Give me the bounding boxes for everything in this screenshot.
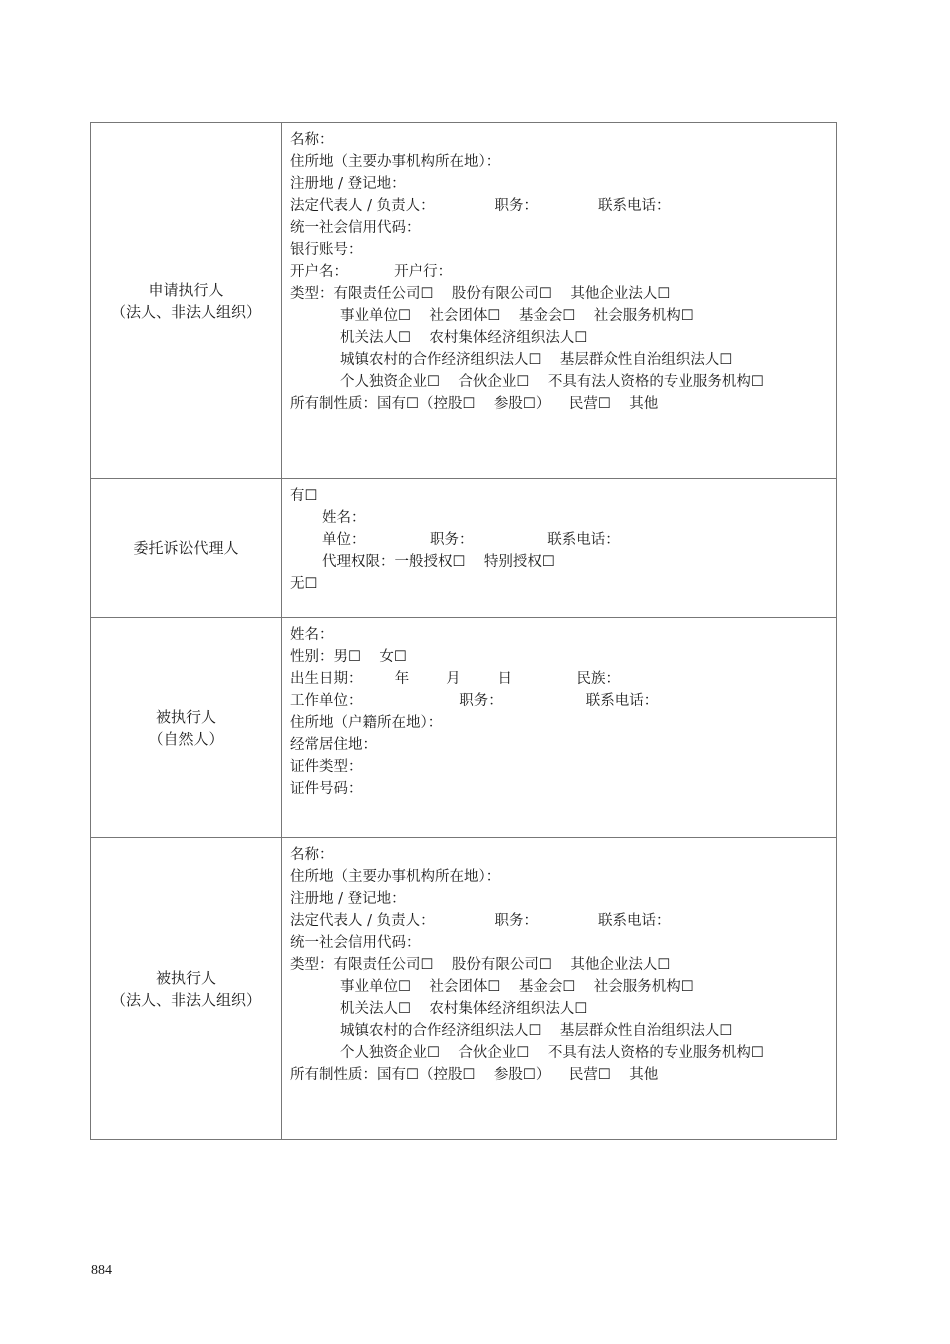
agent-label	[91, 479, 282, 618]
domicile-line: 住所地（户籍所在地）：	[290, 715, 443, 731]
respondent-organization-label	[91, 838, 282, 1140]
agent-unit-line: 单位： 职务： 联系电话：	[322, 532, 620, 548]
account-name-line: 开户名： 开户行：	[290, 264, 453, 280]
applicant-organization-content	[282, 123, 837, 479]
domicile-line: 住所地（主要办事机构所在地）：	[290, 869, 501, 885]
respondent-person-row	[91, 618, 837, 838]
id-number-line: 证件号码：	[290, 781, 363, 797]
label-line: （自然人）	[148, 729, 224, 748]
legal-rep-line: 法定代表人 / 负责人： 职务： 联系电话：	[290, 198, 671, 214]
agent-row	[91, 479, 837, 618]
respondent-person-content	[282, 618, 837, 838]
agent-content	[282, 479, 837, 618]
type-line: 类型：有限责任公司☐ 股份有限公司☐ 其他企业法人☐	[290, 957, 671, 973]
applicant-organization-label	[91, 123, 282, 479]
credit-code-line: 统一社会信用代码：	[290, 220, 421, 236]
name-line: 名称：	[290, 132, 334, 148]
label-line: 被执行人	[155, 707, 216, 726]
registration-line: 注册地 / 登记地：	[290, 891, 406, 907]
type-options-line: 机关法人☐ 农村集体经济组织法人☐	[340, 330, 588, 346]
respondent-organization-content	[282, 838, 837, 1140]
page-number: 884	[91, 1263, 112, 1278]
credit-code-line: 统一社会信用代码：	[290, 935, 421, 951]
work-unit-line: 工作单位： 职务： 联系电话：	[290, 693, 659, 709]
legal-rep-line: 法定代表人 / 负责人： 职务： 联系电话：	[290, 913, 671, 929]
agent-authority-line: 代理权限：一般授权☐ 特别授权☐	[322, 554, 555, 570]
id-type-line: 证件类型：	[290, 759, 363, 775]
label-line: 被执行人	[155, 968, 216, 987]
no-agent-line: 无☐	[290, 576, 318, 592]
type-options-line: 城镇农村的合作经济组织法人☐ 基层群众性自治组织法人☐	[340, 352, 733, 368]
name-line: 名称：	[290, 847, 334, 863]
agent-name-line: 姓名：	[322, 510, 366, 526]
type-options-line: 机关法人☐ 农村集体经济组织法人☐	[340, 1001, 588, 1017]
enforcement-application-table	[90, 122, 837, 1140]
has-agent-line: 有☐	[290, 488, 318, 504]
type-options-line: 个人独资企业☐ 合伙企业☐ 不具有法人资格的专业服务机构☐	[340, 1045, 764, 1061]
registration-line: 注册地 / 登记地：	[290, 176, 406, 192]
name-line: 姓名：	[290, 627, 334, 643]
domicile-line: 住所地（主要办事机构所在地）：	[290, 154, 501, 170]
label-line: （法人、非法人组织）	[110, 990, 261, 1009]
label-line: 申请执行人	[148, 280, 224, 299]
type-line: 类型：有限责任公司☐ 股份有限公司☐ 其他企业法人☐	[290, 286, 671, 302]
label-line: 委托诉讼代理人	[133, 539, 239, 557]
ownership-line: 所有制性质：国有☐（控股☐ 参股☐） 民营☐ 其他	[290, 1067, 659, 1083]
type-options-line: 城镇农村的合作经济组织法人☐ 基层群众性自治组织法人☐	[340, 1023, 733, 1039]
type-options-line: 事业单位☐ 社会团体☐ 基金会☐ 社会服务机构☐	[340, 979, 694, 995]
ownership-line: 所有制性质：国有☐（控股☐ 参股☐） 民营☐ 其他	[290, 396, 659, 412]
type-options-line: 事业单位☐ 社会团体☐ 基金会☐ 社会服务机构☐	[340, 308, 694, 324]
respondent-organization-row	[91, 838, 837, 1140]
bank-account-line: 银行账号：	[290, 242, 363, 258]
gender-line: 性别：男☐ 女☐	[290, 649, 407, 665]
type-options-line: 个人独资企业☐ 合伙企业☐ 不具有法人资格的专业服务机构☐	[340, 374, 764, 390]
label-line: （法人、非法人组织）	[110, 302, 261, 321]
applicant-organization-row	[91, 123, 837, 479]
birth-date-line: 出生日期： 年 月 日 民族：	[290, 671, 621, 687]
respondent-person-label	[91, 618, 282, 838]
residence-line: 经常居住地：	[290, 737, 377, 753]
